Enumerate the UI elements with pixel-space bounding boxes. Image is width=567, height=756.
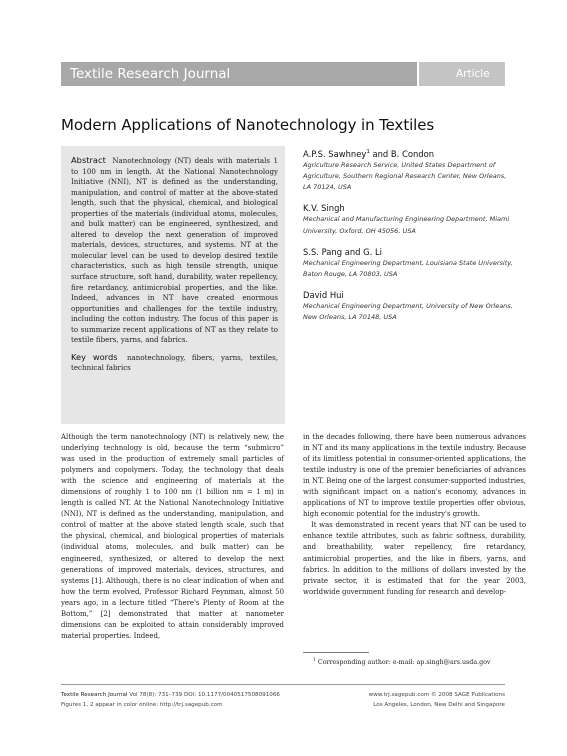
keywords [71, 352, 278, 374]
keywords-label: Key words [71, 351, 118, 362]
journal-name: Textile Research Journal [61, 62, 417, 86]
author-name: A.P.S. Sawhney$^1$ and B. Condon [303, 148, 435, 159]
author-affiliation: Agriculture Research Service, United States Department of Agriculture, Southern Regional Research Center, New Orleans, LA 70124, USA [303, 160, 507, 192]
author-name: K.V. Singh [303, 203, 345, 214]
body-paragraph: Although the term nanotechnology (NT) is relatively new, the underlying technology is old, because the term “submicro” was used in the production of extremely small particles of polymers and copolymers. Today, the technology that deals with the science and engineering of materials at the dimensions of roughly 1 to 100 nm (1 billion nm = 1 m) in length is called NT. At the National Nanotechnology Initiative (NNI), NT is defined as the understanding, manipulation, and control of matter at the above stated length scale, such that the physical, chemical, and biological properties of materials (individual atoms, molecules, and bulk matter) can be engineered, synthesized, or altered to develop the next generations of improved materials, devices, structures, and systems [1]. Although, there is no clear indication of when and how the term evolved, Professor Richard Feynman, almost 50 years ago, in a lecture titled “There's Plenty of Room at the Bottom,” [2] demonstrated that matter at nanometer dimensions can be exploited to attain considerably improved material properties. Indeed, [61, 433, 284, 640]
body-paragraph: in the decades following, there have been numerous advances in NT and its many applications in the textile industry. Because of its limitless potential in consumer-oriented applications, the textile industry is one of the premier beneficiaries of advances in NT. Being one of the largest consumer-supported industries, with significant impact on a nation's economy, advances in applications of NT to improve textile properties offer obvious, high economic potential for the industry's growth. [303, 433, 526, 519]
abstract-label: Abstract [71, 155, 106, 165]
author-group [303, 246, 515, 280]
footer-journal: Textile Research Journal [61, 692, 128, 698]
author-group [303, 146, 515, 193]
author-affiliation: Mechanical and Manufacturing Engineering Department, Miami University, Oxford, OH 45056, USA [303, 215, 510, 235]
footer-figures-note: Figures 1, 2 appear in color online: http://trj.sagepub.com [61, 702, 223, 708]
body-column-right [303, 432, 526, 598]
footer-divider [61, 684, 505, 685]
article-type-label: Article [419, 62, 505, 86]
footnote-divider [303, 652, 369, 653]
author-name: David Hui [303, 290, 344, 301]
author-list [303, 146, 515, 333]
footnote: $^1$ Corresponding author: e-mail: ap.singh@ars.usda.gov [313, 658, 491, 667]
footer-citation: Textile Research Journal Vol 78(8): 731–739 DOI: 10.1177/0040517508091066 Figures 1, 2 appear in color online: http://trj.sagepub.com [61, 692, 280, 708]
journal-banner [61, 62, 505, 86]
keywords-text: nanotechnology, fibers, yarns, textiles, technical fabrics [71, 352, 278, 373]
footer-publisher: www.trj.sagepub.com © 2008 SAGE Publications Los Angeles, London, New Delhi and Singapore [368, 692, 505, 708]
article-title: Modern Applications of Nanotechnology in Textiles [61, 116, 435, 134]
author-group [303, 202, 515, 236]
author-group [303, 289, 515, 323]
author-name: S.S. Pang and G. Li [303, 246, 382, 257]
abstract [71, 155, 278, 374]
abstract-text: Nanotechnology (NT) deals with materials 1 to 100 nm in length. At the National Nanotechnology Initiative (NNI), NT is defined as the understanding, manipulation, and control of matter at the above-stated length, such that the physical, chemical, and biological properties of the materials (individual atoms, molecules, and bulk matter) can be engineered, synthesized, and altered to develop the next generation of improved materials, devices, structures, and systems. NT at the molecular level can be used to develop desired textile characteristics, such as high tensile strength, unique surface structure, soft hand, durability, water repellency, fire retardancy, antimicrobial properties, and the like. Indeed, advances in NT have created enormous opportunities and challenges for the textile industry, including the cotton industry. The focus of this paper is to summarize recent applications of NT as they relate to textile fibers, yarns, and fabrics. [71, 156, 278, 345]
body-paragraph: It was demonstrated in recent years that NT can be used to enhance textile attributes, such as fabric softness, durability, and breathability, water repellency, fire retardancy, antimicrobial properties, and the like in fibers, yarns, and fabrics. In addition to the millions of dollars invested by the private sector, it is estimated that for the year 2003, worldwide government funding for research and develop- [303, 521, 526, 596]
author-affiliation: Mechanical Engineering Department, University of New Orleans, New Orleans, LA 70148, USA [303, 302, 513, 322]
author-affiliation: Mechanical Engineering Department, Louisiana State University, Baton Rouge, LA 70803, USA [303, 258, 513, 279]
abstract-box [61, 146, 285, 424]
body-column-left [61, 432, 284, 642]
